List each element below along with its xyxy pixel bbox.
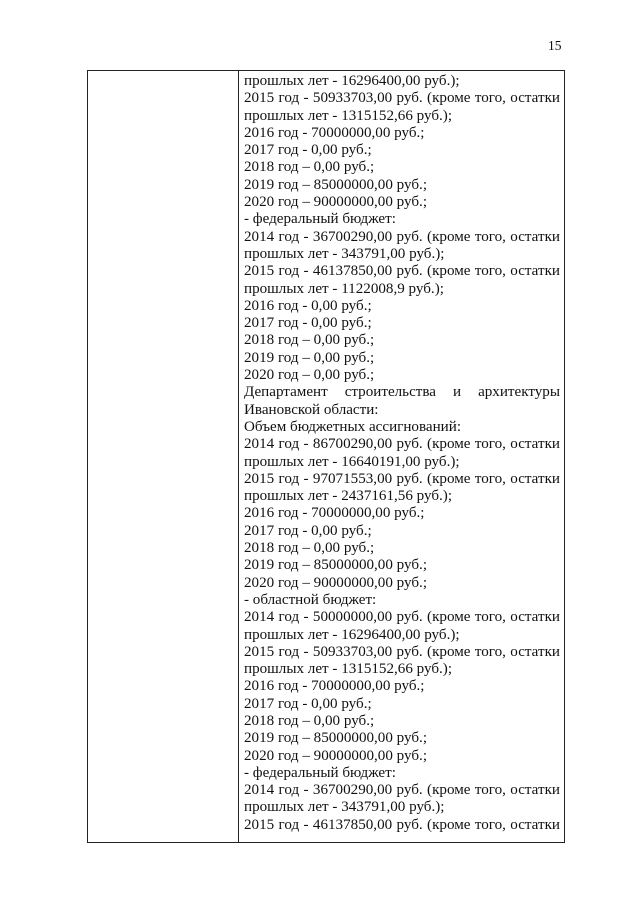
text-line: прошлых лет - 2437161,56 руб.); xyxy=(244,488,453,505)
text-line: - федеральный бюджет: xyxy=(244,764,396,781)
text-line: прошлых лет - 1122008,9 руб.); xyxy=(244,280,444,297)
funding-text-lines xyxy=(239,71,564,834)
text-line: 2019 год – 85000000,00 руб.; xyxy=(244,176,428,193)
text-line: 2017 год - 0,00 руб.; xyxy=(244,142,372,159)
table-left-cell xyxy=(88,71,239,842)
text-line: 2018 год – 0,00 руб.; xyxy=(244,159,375,176)
text-line: 2018 год – 0,00 руб.; xyxy=(244,540,375,557)
text-line: прошлых лет - 16296400,00 руб.); xyxy=(244,626,460,643)
text-line: 2017 год - 0,00 руб.; xyxy=(244,315,372,332)
text-line: 2020 год – 90000000,00 руб.; xyxy=(244,194,428,211)
text-line: 2019 год – 0,00 руб.; xyxy=(244,349,375,366)
text-line: 2018 год – 0,00 руб.; xyxy=(244,712,375,729)
page-number: 15 xyxy=(548,38,562,53)
text-line: прошлых лет - 343791,00 руб.); xyxy=(244,799,445,816)
text-line: 2015 год - 46137850,00 руб. (кроме того, остатки xyxy=(244,263,560,280)
text-line: 2015 год - 50933703,00 руб. (кроме того, остатки xyxy=(244,643,560,660)
text-line: - областной бюджет: xyxy=(244,591,377,608)
text-line: 2017 год - 0,00 руб.; xyxy=(244,522,372,539)
text-line: 2015 год - 97071553,00 руб. (кроме того, остатки xyxy=(244,470,560,487)
text-line: 2020 год – 0,00 руб.; xyxy=(244,367,375,384)
text-line: 2014 год - 86700290,00 руб. (кроме того, остатки xyxy=(244,436,560,453)
text-line: 2014 год - 50000000,00 руб. (кроме того, остатки xyxy=(244,609,560,626)
document-table xyxy=(87,70,565,843)
text-line: прошлых лет - 1315152,66 руб.); xyxy=(244,107,453,124)
text-line: 2016 год - 70000000,00 руб.; xyxy=(244,124,425,141)
text-line: 2017 год - 0,00 руб.; xyxy=(244,695,372,712)
text-line: прошлых лет - 16296400,00 руб.); xyxy=(244,73,460,89)
text-line: 2016 год - 70000000,00 руб.; xyxy=(244,678,425,695)
text-line: 2019 год – 85000000,00 руб.; xyxy=(244,730,428,747)
text-line: Ивановской области: xyxy=(244,401,379,418)
text-line: 2016 год - 0,00 руб.; xyxy=(244,297,372,314)
text-line: прошлых лет - 16640191,00 руб.); xyxy=(244,453,460,470)
text-line: 2020 год – 90000000,00 руб.; xyxy=(244,747,428,764)
text-line: Департамент строительства и архитектуры xyxy=(244,384,560,401)
text-line: 2020 год – 90000000,00 руб.; xyxy=(244,574,428,591)
text-line: 2016 год - 70000000,00 руб.; xyxy=(244,505,425,522)
table-right-cell xyxy=(239,71,564,842)
text-line: 2014 год - 36700290,00 руб. (кроме того, остатки xyxy=(244,228,560,245)
text-line: 2014 год - 36700290,00 руб. (кроме того, остатки xyxy=(244,782,560,799)
text-line: Объем бюджетных ассигнований: xyxy=(244,418,462,435)
text-line: 2015 год - 50933703,00 руб. (кроме того, остатки xyxy=(244,90,560,107)
text-line: прошлых лет - 343791,00 руб.); xyxy=(244,245,445,262)
text-line: 2015 год - 46137850,00 руб. (кроме того, остатки xyxy=(244,816,560,833)
text-line: - федеральный бюджет: xyxy=(244,211,396,228)
text-line: 2018 год – 0,00 руб.; xyxy=(244,332,375,349)
text-line: прошлых лет - 1315152,66 руб.); xyxy=(244,661,453,678)
text-line: 2019 год – 85000000,00 руб.; xyxy=(244,557,428,574)
